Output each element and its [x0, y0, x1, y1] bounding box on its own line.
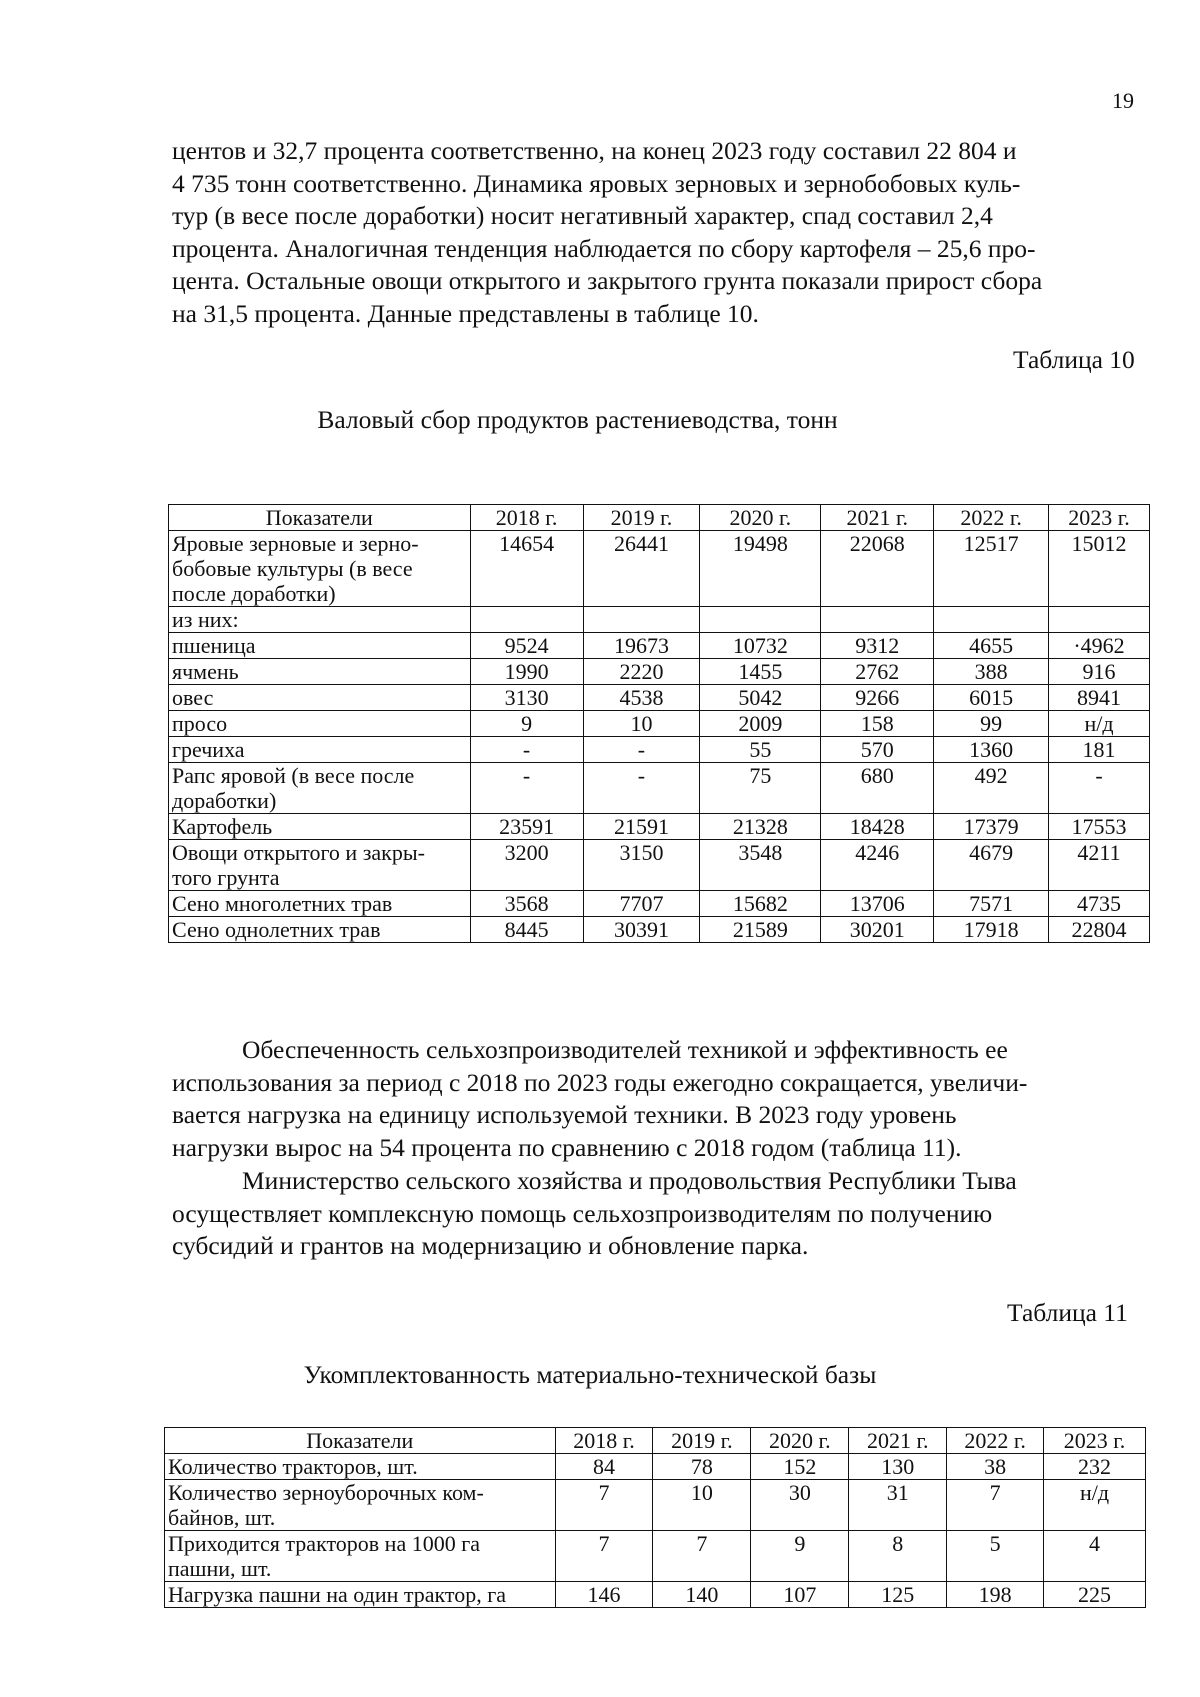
table-cell: 4246: [821, 840, 934, 891]
table-cell: 1990: [470, 659, 583, 685]
text-line: Министерство сельского хозяйства и продовольствия Республики Тыва: [242, 1166, 1017, 1195]
table-cell: 22804: [1049, 917, 1150, 943]
table11: [164, 1427, 1146, 1608]
column-header-year: 2018 г.: [555, 1428, 653, 1454]
text-line: Обеспеченность сельхозпроизводителей техникой и эффективность ее: [242, 1035, 1008, 1064]
table11-header-row: [165, 1428, 1146, 1454]
table-cell: 22068: [821, 531, 934, 607]
table-cell: 9312: [821, 633, 934, 659]
table-cell: 78: [653, 1454, 751, 1480]
row-label: Приходится тракторов на 1000 га пашни, шт.: [165, 1531, 556, 1582]
table-cell: 3130: [470, 685, 583, 711]
table-row: [165, 1480, 1146, 1531]
row-label: Яровые зерновые и зерно- бобовые культуры (в весе после доработки): [169, 531, 471, 607]
table-row: [165, 1454, 1146, 1480]
table-cell: 152: [751, 1454, 849, 1480]
table-cell: 7707: [583, 891, 700, 917]
table-cell: 99: [934, 711, 1049, 737]
table-cell: 17553: [1049, 814, 1150, 840]
row-label: пшеница: [169, 633, 471, 659]
table-cell: 3150: [583, 840, 700, 891]
table-cell: 8941: [1049, 685, 1150, 711]
table11-title: Укомплектованность материально-технической базы: [303, 1360, 877, 1389]
row-label: из них:: [169, 607, 471, 633]
table-cell: 3568: [470, 891, 583, 917]
table-cell: [583, 607, 700, 633]
table-row: [169, 531, 1150, 607]
table-cell: 19498: [700, 531, 821, 607]
table-row: [169, 659, 1150, 685]
table-cell: 5042: [700, 685, 821, 711]
table-cell: -: [583, 737, 700, 763]
column-header-indicator: Показатели: [169, 505, 471, 531]
table-row: [169, 840, 1150, 891]
table-cell: 12517: [934, 531, 1049, 607]
row-label: Овощи открытого и закры- того грунта: [169, 840, 471, 891]
table10-label: Таблица 10: [1013, 345, 1135, 374]
row-label: Количество зерноуборочных ком- байнов, шт.: [165, 1480, 556, 1531]
column-header-year: 2021 г.: [849, 1428, 947, 1454]
table-cell: 7571: [934, 891, 1049, 917]
table-cell: 5: [947, 1531, 1044, 1582]
table-cell: 19673: [583, 633, 700, 659]
column-header-year: 2018 г.: [470, 505, 583, 531]
text-line: субсидий и грантов на модернизацию и обновление парка.: [172, 1231, 809, 1260]
table-cell: 181: [1049, 737, 1150, 763]
page-number: 19: [1112, 88, 1134, 113]
column-header-indicator: Показатели: [165, 1428, 556, 1454]
table-cell: 2220: [583, 659, 700, 685]
table-row: [165, 1531, 1146, 1582]
column-header-year: 2022 г.: [934, 505, 1049, 531]
table-cell: 3200: [470, 840, 583, 891]
table-cell: 130: [849, 1454, 947, 1480]
table-cell: 10: [653, 1480, 751, 1531]
table-row: [169, 891, 1150, 917]
table-cell: 4: [1044, 1531, 1146, 1582]
table-cell: 31: [849, 1480, 947, 1531]
column-header-year: 2023 г.: [1044, 1428, 1146, 1454]
table-cell: 3548: [700, 840, 821, 891]
text-line: использования за период с 2018 по 2023 годы ежегодно сокращается, увеличи-: [172, 1067, 1028, 1097]
table10: [168, 504, 1150, 943]
column-header-year: 2019 г.: [653, 1428, 751, 1454]
text-line: нагрузки вырос на 54 процента по сравнению с 2018 годом (таблица 11).: [172, 1132, 962, 1162]
row-label: просо: [169, 711, 471, 737]
text-line: на 31,5 процента. Данные представлены в таблице 10.: [172, 298, 759, 328]
table-cell: 23591: [470, 814, 583, 840]
table-row: [169, 814, 1150, 840]
table-cell: [470, 607, 583, 633]
table-cell: 17379: [934, 814, 1049, 840]
table-cell: 198: [947, 1582, 1044, 1608]
table-row: [169, 737, 1150, 763]
table-cell: 15682: [700, 891, 821, 917]
text-line: 4 735 тонн соответственно. Динамика яровых зерновых и зернобобовых куль-: [172, 168, 1021, 198]
table10-title: Валовый сбор продуктов растениеводства, тонн: [317, 405, 838, 434]
paragraph-equipment: [172, 1034, 1142, 1164]
table-cell: 8: [849, 1531, 947, 1582]
table-cell: 26441: [583, 531, 700, 607]
table-cell: 6015: [934, 685, 1049, 711]
text-line: процента. Аналогичная тенденция наблюдается по сбору картофеля – 25,6 про-: [172, 233, 1036, 263]
table-cell: 7: [555, 1480, 653, 1531]
table-cell: 4655: [934, 633, 1049, 659]
text-line: центов и 32,7 процента соответственно, на конец 2023 году составил 22 804 и: [172, 136, 1017, 165]
table-cell: 9: [751, 1531, 849, 1582]
table-row: [169, 763, 1150, 814]
table-cell: 10732: [700, 633, 821, 659]
table-cell: 15012: [1049, 531, 1150, 607]
row-label: Нагрузка пашни на один трактор, га: [165, 1582, 556, 1608]
table-cell: 4538: [583, 685, 700, 711]
table-cell: 18428: [821, 814, 934, 840]
table-cell: 1360: [934, 737, 1049, 763]
table-cell: 2009: [700, 711, 821, 737]
row-label: Рапс яровой (в весе после доработки): [169, 763, 471, 814]
table-cell: [700, 607, 821, 633]
table-cell: 9266: [821, 685, 934, 711]
table-cell: 570: [821, 737, 934, 763]
table-cell: 1455: [700, 659, 821, 685]
table-cell: 21591: [583, 814, 700, 840]
table-row: [169, 607, 1150, 633]
table-cell: 680: [821, 763, 934, 814]
row-label: Сено многолетних трав: [169, 891, 471, 917]
row-label: Сено однолетних трав: [169, 917, 471, 943]
table-row: [169, 633, 1150, 659]
table-cell: 7: [653, 1531, 751, 1582]
column-header-year: 2020 г.: [751, 1428, 849, 1454]
table-cell: 225: [1044, 1582, 1146, 1608]
table-cell: 388: [934, 659, 1049, 685]
row-label: гречиха: [169, 737, 471, 763]
table-cell: 10: [583, 711, 700, 737]
table-cell: 146: [555, 1582, 653, 1608]
text-line: вается нагрузка на единицу используемой техники. В 2023 году уровень: [172, 1100, 957, 1129]
table-cell: ·4962: [1049, 633, 1150, 659]
table-cell: 125: [849, 1582, 947, 1608]
table-cell: 2762: [821, 659, 934, 685]
table-cell: -: [470, 737, 583, 763]
table-cell: 107: [751, 1582, 849, 1608]
table-cell: -: [583, 763, 700, 814]
table-cell: 140: [653, 1582, 751, 1608]
table-cell: 17918: [934, 917, 1049, 943]
table-cell: 21589: [700, 917, 821, 943]
row-label: Картофель: [169, 814, 471, 840]
table-cell: н/д: [1044, 1480, 1146, 1531]
table-row: [169, 917, 1150, 943]
table-cell: 55: [700, 737, 821, 763]
table-cell: [934, 607, 1049, 633]
table-row: [169, 685, 1150, 711]
column-header-year: 2019 г.: [583, 505, 700, 531]
table-cell: [1049, 607, 1150, 633]
row-label: ячмень: [169, 659, 471, 685]
table-cell: 7: [947, 1480, 1044, 1531]
table-cell: 492: [934, 763, 1049, 814]
table-cell: 4679: [934, 840, 1049, 891]
text-line: осуществляет комплексную помощь сельхозпроизводителям по получению: [172, 1198, 993, 1228]
table-cell: н/д: [1049, 711, 1150, 737]
table-cell: 13706: [821, 891, 934, 917]
text-line: тур (в весе после доработки) носит негативный характер, спад составил 2,4: [172, 201, 993, 230]
table-cell: 7: [555, 1531, 653, 1582]
table-cell: 8445: [470, 917, 583, 943]
column-header-year: 2022 г.: [947, 1428, 1044, 1454]
row-label: Количество тракторов, шт.: [165, 1454, 556, 1480]
table-cell: 158: [821, 711, 934, 737]
table-cell: 30: [751, 1480, 849, 1531]
table10-header-row: [169, 505, 1150, 531]
table-cell: 232: [1044, 1454, 1146, 1480]
table-cell: [821, 607, 934, 633]
table-cell: -: [470, 763, 583, 814]
column-header-year: 2023 г.: [1049, 505, 1150, 531]
table-cell: 9524: [470, 633, 583, 659]
paragraph-ministry: [172, 1165, 1142, 1263]
table-cell: 4211: [1049, 840, 1150, 891]
table-cell: 9: [470, 711, 583, 737]
table-row: [169, 711, 1150, 737]
table-cell: 21328: [700, 814, 821, 840]
table-cell: 30391: [583, 917, 700, 943]
row-label: овес: [169, 685, 471, 711]
table-cell: -: [1049, 763, 1150, 814]
text-line: цента. Остальные овощи открытого и закрытого грунта показали прирост сбора: [172, 266, 1043, 295]
table11-label: Таблица 11: [1007, 1298, 1128, 1327]
column-header-year: 2021 г.: [821, 505, 934, 531]
table-cell: 30201: [821, 917, 934, 943]
table-cell: 916: [1049, 659, 1150, 685]
table-row: [165, 1582, 1146, 1608]
table-cell: 4735: [1049, 891, 1150, 917]
table-cell: 84: [555, 1454, 653, 1480]
column-header-year: 2020 г.: [700, 505, 821, 531]
table-cell: 75: [700, 763, 821, 814]
table-cell: 38: [947, 1454, 1044, 1480]
table-cell: 14654: [470, 531, 583, 607]
intro-paragraph: [172, 135, 1142, 330]
